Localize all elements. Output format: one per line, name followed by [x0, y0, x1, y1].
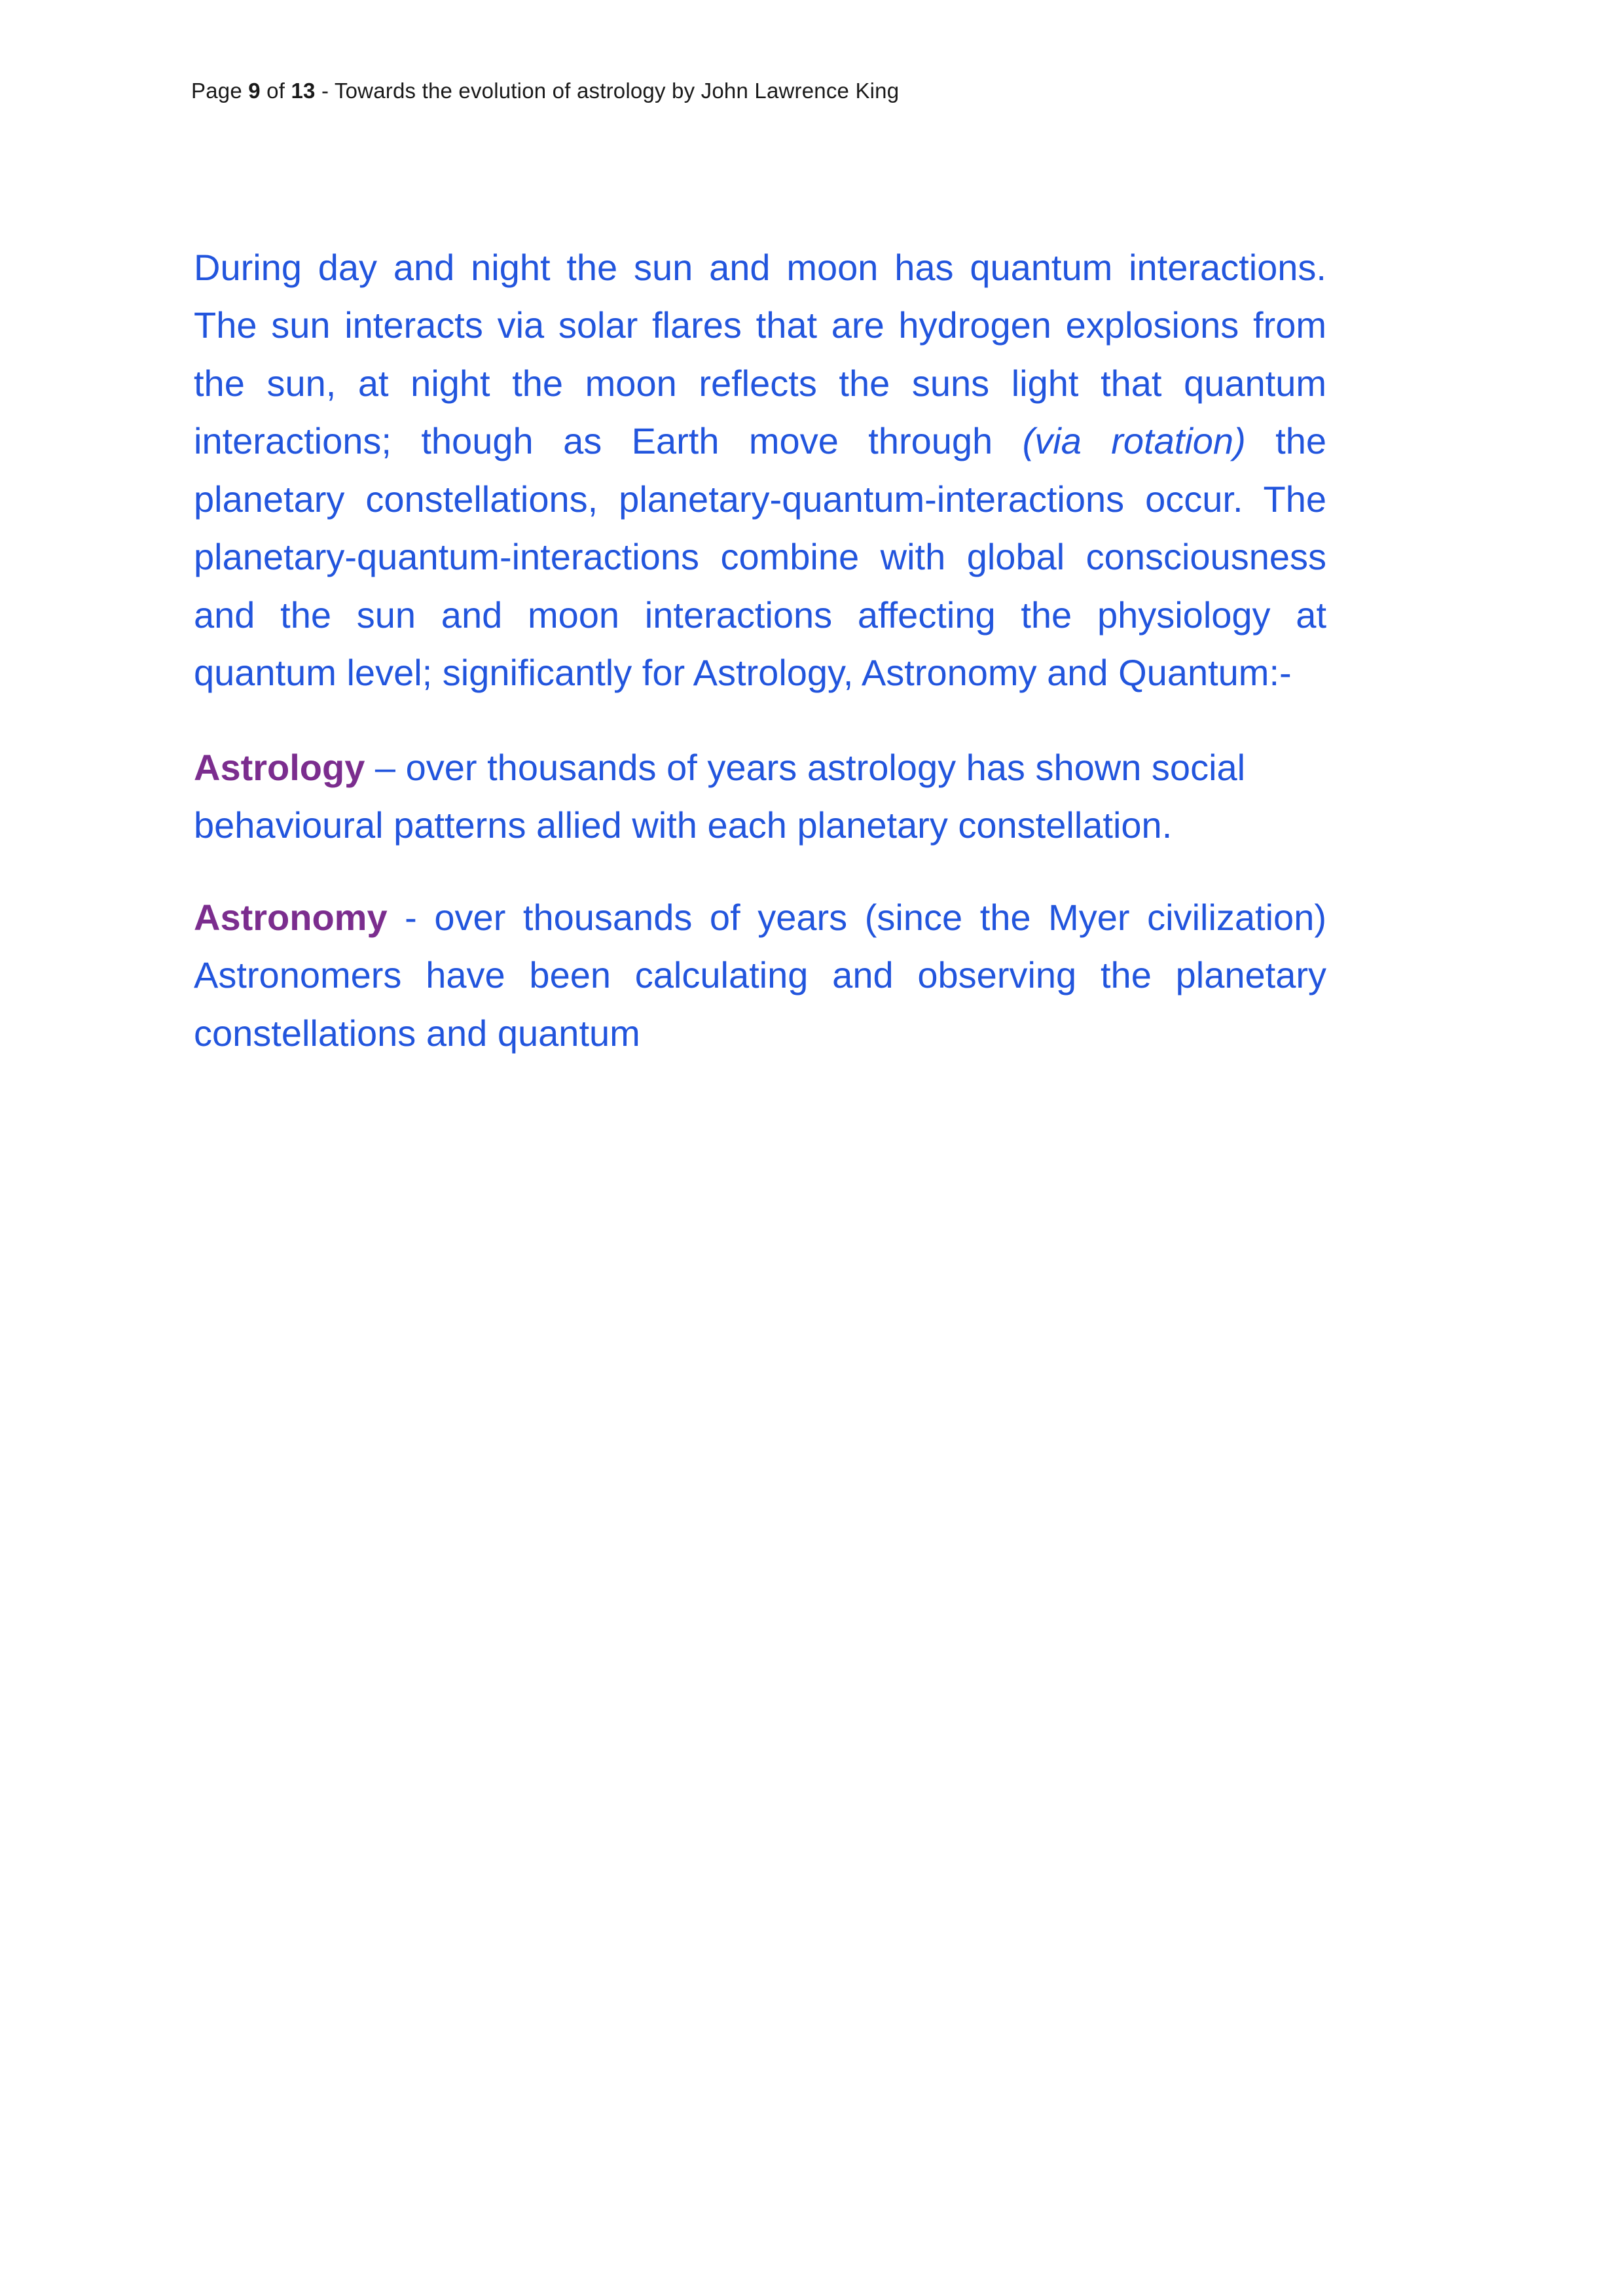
- header-prefix: Page: [191, 79, 249, 103]
- paragraph-2-text: – over thousands of years astrology has shown social behavioural patterns allied with each planetary constellation.: [194, 746, 1246, 846]
- paragraph-1-italic-phrase: (via rotation): [1022, 420, 1246, 462]
- paragraph-3-text: - over thousands of years (since the Myer civilization) Astronomers have been calculating and observing the planetary constellations and quantum: [194, 896, 1326, 1054]
- paragraph-quantum-interactions: [194, 239, 1326, 702]
- page-header: [191, 79, 899, 103]
- paragraph-1-part-2: the planetary constellations, planetary-quantum-interactions occur. The planetary-quantum-interactions combine with global consciousness and the sun and moon interactions affecting the physiology at quantum level; significantly for Astrology, Astronomy and Quantum:-: [194, 420, 1326, 694]
- header-title: - Towards the evolution of astrology by John Lawrence King: [315, 79, 900, 103]
- keyword-astrology: Astrology: [194, 746, 365, 788]
- document-body: [194, 239, 1326, 1062]
- paragraph-spacer-2: [194, 855, 1326, 889]
- paragraph-spacer: [194, 702, 1326, 739]
- paragraph-1-part-1: During day and night the sun and moon has quantum interactions. The sun interacts via solar flares that are hydrogen explosions from the sun, at night the moon reflects the suns light that quantum interactions; though as Earth move through: [194, 247, 1326, 462]
- paragraph-astrology: [194, 739, 1326, 855]
- header-page-number: 9: [248, 79, 261, 103]
- keyword-astronomy: Astronomy: [194, 896, 388, 938]
- header-total-pages: 13: [291, 79, 316, 103]
- paragraph-astronomy: [194, 889, 1326, 1062]
- header-of: of: [260, 79, 291, 103]
